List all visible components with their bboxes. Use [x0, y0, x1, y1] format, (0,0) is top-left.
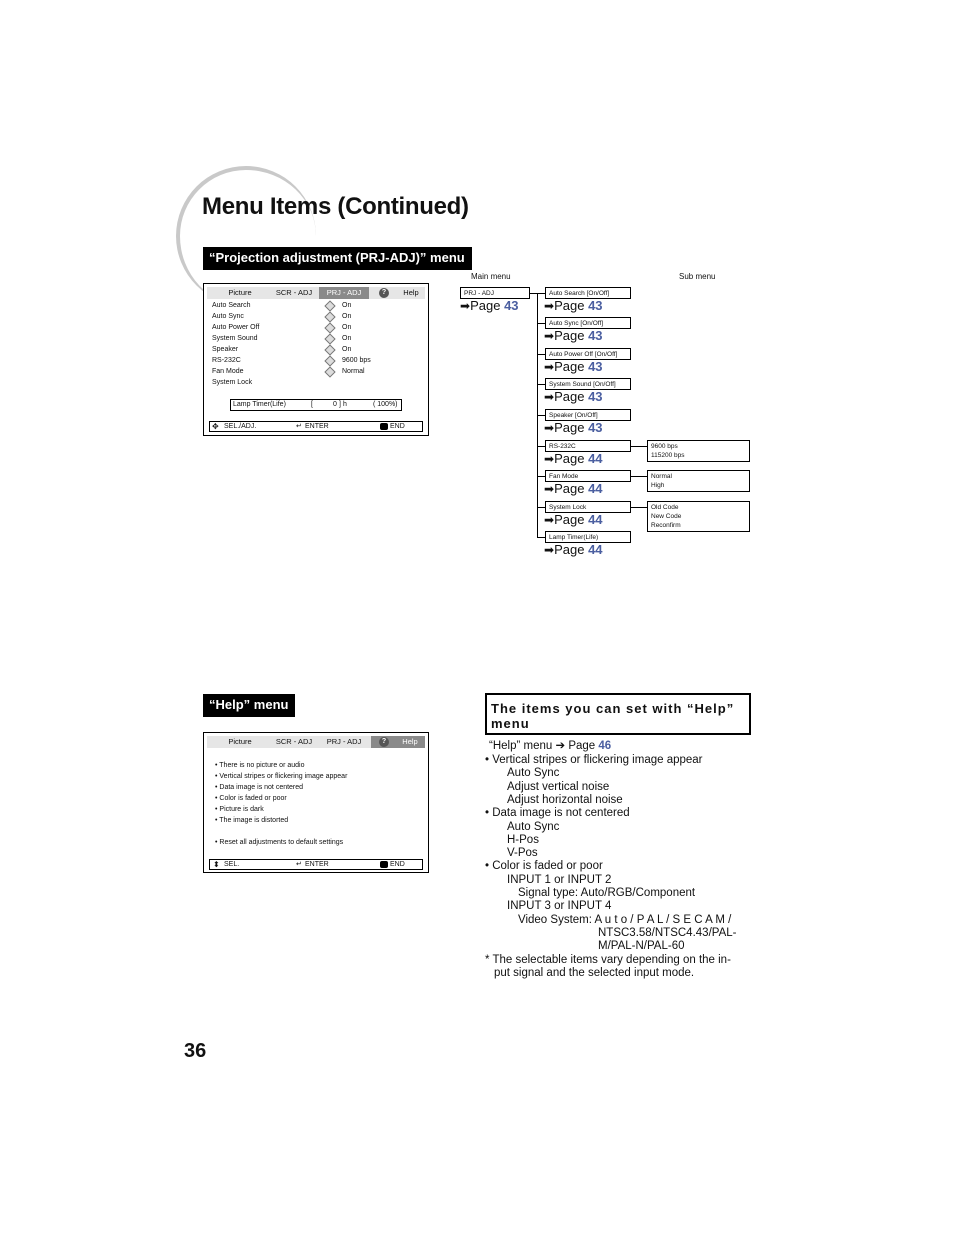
tree-node-page-ref [544, 329, 603, 343]
prj-adj-item-value[interactable]: On [342, 313, 352, 320]
adjust-arrows-icon [324, 333, 335, 344]
help-items-bullet: * The selectable items vary depending on the in- [485, 953, 731, 966]
tree-connector [537, 354, 545, 355]
enter-label: ENTER [305, 861, 329, 868]
sub-menu-options [647, 440, 750, 462]
prj-adj-item-value[interactable]: On [342, 346, 352, 353]
tree-node-page-ref [544, 421, 603, 435]
prj-adj-item-label[interactable]: System Sound [212, 335, 258, 342]
help-menu-page-ref [489, 740, 611, 753]
page-title: Menu Items (Continued) [202, 193, 469, 220]
help-items-bullet: • Data image is not centered [485, 807, 630, 820]
tree-connector [631, 446, 647, 447]
help-menu-screen [203, 732, 429, 873]
prj-adj-item-value[interactable]: On [342, 335, 352, 342]
help-items-subline: Auto Sync [507, 767, 560, 780]
page-number: 36 [184, 1040, 207, 1062]
page-word: Page [554, 389, 585, 404]
prj-adj-item-label[interactable]: Fan Mode [212, 368, 244, 375]
page-word: Page [554, 328, 585, 343]
sub-menu-options [647, 501, 750, 532]
tree-node-page-ref [544, 513, 603, 527]
tree-node: Auto Search [On/Off] [545, 287, 631, 299]
help-items-subline: M/PAL-N/PAL-60 [598, 940, 685, 953]
tree-connector [537, 323, 545, 324]
enter-icon: ↵ [296, 423, 302, 430]
right-arrow-icon: ➡ [544, 390, 555, 404]
help-items-heading-box [485, 693, 751, 735]
tree-node-page-ref [544, 482, 603, 496]
adjust-arrows-icon [324, 311, 335, 322]
prj-adj-item-label[interactable]: Auto Power Off [212, 324, 260, 331]
tree-node: Fan Mode [545, 470, 631, 482]
prj-adj-item-value[interactable]: 9600 bps [342, 357, 371, 364]
tree-node: Auto Power Off [On/Off] [545, 348, 631, 360]
tree-connector [537, 446, 545, 447]
page-number-link[interactable]: 43 [504, 298, 519, 313]
tree-connector [537, 415, 545, 416]
menu-tab-bar [207, 287, 425, 299]
up-down-arrows-icon: ⬍ [213, 860, 220, 869]
prj-adj-item-label[interactable]: Speaker [212, 346, 239, 353]
sub-menu-option: Old Code [651, 504, 679, 511]
help-topic-item[interactable]: • The image is distorted [215, 817, 289, 824]
prj-adj-menu-screen [203, 283, 429, 436]
page-number-link[interactable]: 44 [588, 481, 603, 496]
lamp-timer-percent: ( 100%) [373, 401, 398, 408]
tab-help[interactable]: Help [402, 737, 418, 746]
end-label: END [390, 423, 405, 430]
help-items-subline: Signal type: Auto/RGB/Component [518, 887, 696, 899]
tree-connector [537, 476, 545, 477]
page-number-link[interactable]: 43 [588, 298, 603, 313]
sel-adj-label: SEL./ADJ. [224, 423, 257, 430]
lamp-timer-unit: h [343, 401, 347, 408]
help-items-subline: V-Pos [507, 847, 538, 860]
adjust-arrows-icon [324, 300, 335, 311]
tree-node: RS-232C [545, 440, 631, 452]
help-section-heading: “Help” menu [203, 694, 295, 717]
tree-connector [631, 507, 647, 508]
right-arrow-icon: ➡ [544, 329, 555, 343]
tab-picture[interactable]: Picture [228, 288, 252, 297]
page-word: Page [470, 298, 501, 313]
help-items-subline: Video System: A u t o / P A L / S E C A M / [518, 913, 732, 926]
help-items-subline: put signal and the selected input mode. [494, 966, 695, 979]
tab-scr-adj[interactable]: SCR - ADJ [275, 737, 313, 746]
page-word: Page [554, 298, 585, 313]
page-word: Page [554, 420, 585, 435]
help-question-icon[interactable]: ? [379, 288, 389, 298]
page-number-link[interactable]: 43 [588, 389, 603, 404]
prj-adj-item-value[interactable]: Normal [342, 368, 365, 375]
sub-menu-option: High [651, 482, 665, 489]
page-number-link[interactable]: 43 [588, 359, 603, 374]
help-topic-item[interactable]: • Color is faded or poor [215, 795, 287, 802]
help-items-bullet: • Color is faded or poor [485, 860, 603, 873]
end-label: END [390, 861, 405, 868]
page-word: Page [554, 481, 585, 496]
tree-node: System Sound [On/Off] [545, 378, 631, 390]
tree-node-page-ref [544, 360, 603, 374]
page-number-link[interactable]: 44 [588, 451, 603, 466]
page-word: Page [554, 542, 585, 557]
help-topic-item[interactable]: • There is no picture or audio [215, 762, 305, 769]
tree-node: Lamp Timer(Life) [545, 531, 631, 543]
help-topic-item[interactable]: • Picture is dark [215, 806, 264, 813]
help-items-bullet: • Vertical stripes or flickering image appear [485, 754, 703, 766]
adjust-arrows-icon [324, 344, 335, 355]
prj-adj-item-label[interactable]: RS-232C [212, 357, 241, 364]
right-arrow-icon: ➡ [544, 482, 555, 496]
tree-node-page-ref [544, 299, 603, 313]
end-button-icon [380, 861, 388, 868]
adjust-arrows-icon [324, 355, 335, 366]
main-menu-label: Main menu [471, 272, 511, 281]
enter-label: ENTER [305, 423, 329, 430]
help-items-subline: INPUT 3 or INPUT 4 [507, 900, 612, 913]
help-items-subline: INPUT 1 or INPUT 2 [507, 873, 612, 886]
help-items-subline: Adjust horizontal noise [507, 793, 623, 806]
sub-menu-option: New Code [651, 513, 682, 520]
tree-node-page-ref [544, 452, 603, 466]
lamp-timer-label: Lamp Timer(Life) [233, 401, 286, 408]
tree-node-page-ref [544, 390, 603, 404]
prj-adj-item-label[interactable]: System Lock [212, 379, 253, 386]
help-items-heading-line1: The items you can set with “Help” [491, 701, 735, 716]
prj-adj-item-label[interactable]: Auto Search [212, 302, 251, 309]
sub-menu-options [647, 470, 750, 492]
right-arrow-icon: ➡ [544, 513, 555, 527]
page-word: Page [554, 451, 585, 466]
page-word: Page [568, 740, 596, 752]
help-topic-item[interactable]: • Vertical stripes or flickering image appear [215, 773, 348, 780]
tab-scr-adj[interactable]: SCR - ADJ [275, 288, 313, 297]
enter-icon: ↵ [296, 861, 302, 868]
right-arrow-icon: ➡ [544, 421, 555, 435]
prj-adj-section-heading: “Projection adjustment (PRJ-ADJ)” menu [203, 247, 472, 270]
tree-node: Speaker [On/Off] [545, 409, 631, 421]
help-topic-item[interactable]: • Data image is not centered [215, 784, 304, 791]
sub-menu-option: Reconfirm [651, 522, 681, 529]
adjust-arrows-icon [324, 322, 335, 333]
right-arrow-icon: ➡ [544, 452, 555, 466]
tab-picture[interactable]: Picture [228, 737, 252, 746]
sub-menu-label: Sub menu [679, 272, 716, 281]
page-number-link[interactable]: 46 [598, 740, 612, 752]
lamp-timer-value: 0 [333, 401, 337, 408]
tree-node: Auto Sync [On/Off] [545, 317, 631, 329]
sub-menu-option: 9600 bps [651, 443, 678, 450]
prj-adj-item-value[interactable]: On [342, 302, 352, 309]
help-items-subline: Auto Sync [507, 820, 560, 833]
tree-connector [537, 293, 545, 294]
main-node-page-ref [460, 299, 519, 313]
page-word: Page [554, 359, 585, 374]
prj-adj-bottom-bar [209, 421, 423, 432]
main-node-prj-adj: PRJ - ADJ [460, 287, 530, 299]
sel-label: SEL. [224, 861, 240, 868]
right-arrow-icon: ➡ [544, 543, 555, 557]
prj-adj-item-label[interactable]: Auto Sync [212, 313, 244, 320]
right-arrow-icon: ➡ [544, 360, 555, 374]
tab-prj-adj[interactable]: PRJ - ADJ [326, 737, 362, 746]
help-question-icon[interactable]: ? [379, 737, 389, 747]
tree-connector [631, 476, 647, 477]
sub-menu-option: Normal [651, 473, 672, 480]
page-number-link[interactable]: 43 [588, 420, 603, 435]
page-number-link[interactable]: 44 [588, 542, 603, 557]
right-arrow-icon: ➔ [555, 740, 566, 752]
help-items-subline: NTSC3.58/NTSC4.43/PAL- [598, 926, 737, 939]
tab-prj-adj[interactable]: PRJ - ADJ [319, 287, 369, 299]
help-bottom-bar [209, 859, 423, 870]
help-items-subline: Adjust vertical noise [507, 780, 610, 793]
page-number-link[interactable]: 44 [588, 512, 603, 527]
tree-connector [537, 537, 545, 538]
menu-tab-bar [207, 736, 425, 748]
tree-node-page-ref [544, 543, 603, 557]
tab-help[interactable]: Help [403, 288, 419, 297]
end-button-icon [380, 423, 388, 430]
reset-item[interactable]: • Reset all adjustments to default settings [215, 839, 344, 846]
tree-connector [537, 384, 545, 385]
lamp-timer-box: Lamp Timer(Life) [ 0 ] h ( 100%) [230, 399, 402, 411]
right-arrow-icon: ➡ [460, 299, 471, 313]
page-number-link[interactable]: 43 [588, 328, 603, 343]
help-menu-ref-label: “Help” menu [489, 740, 553, 752]
adjust-arrows-icon [324, 366, 335, 377]
prj-adj-item-value[interactable]: On [342, 324, 352, 331]
tree-node: System Lock [545, 501, 631, 513]
page-word: Page [554, 512, 585, 527]
sub-menu-option: 115200 bps [651, 452, 685, 459]
four-way-arrows-icon: ✥ [212, 422, 219, 431]
right-arrow-icon: ➡ [544, 299, 555, 313]
tree-connector [537, 507, 545, 508]
help-items-subline: H-Pos [507, 833, 539, 846]
help-items-heading-line2: menu [491, 716, 530, 731]
